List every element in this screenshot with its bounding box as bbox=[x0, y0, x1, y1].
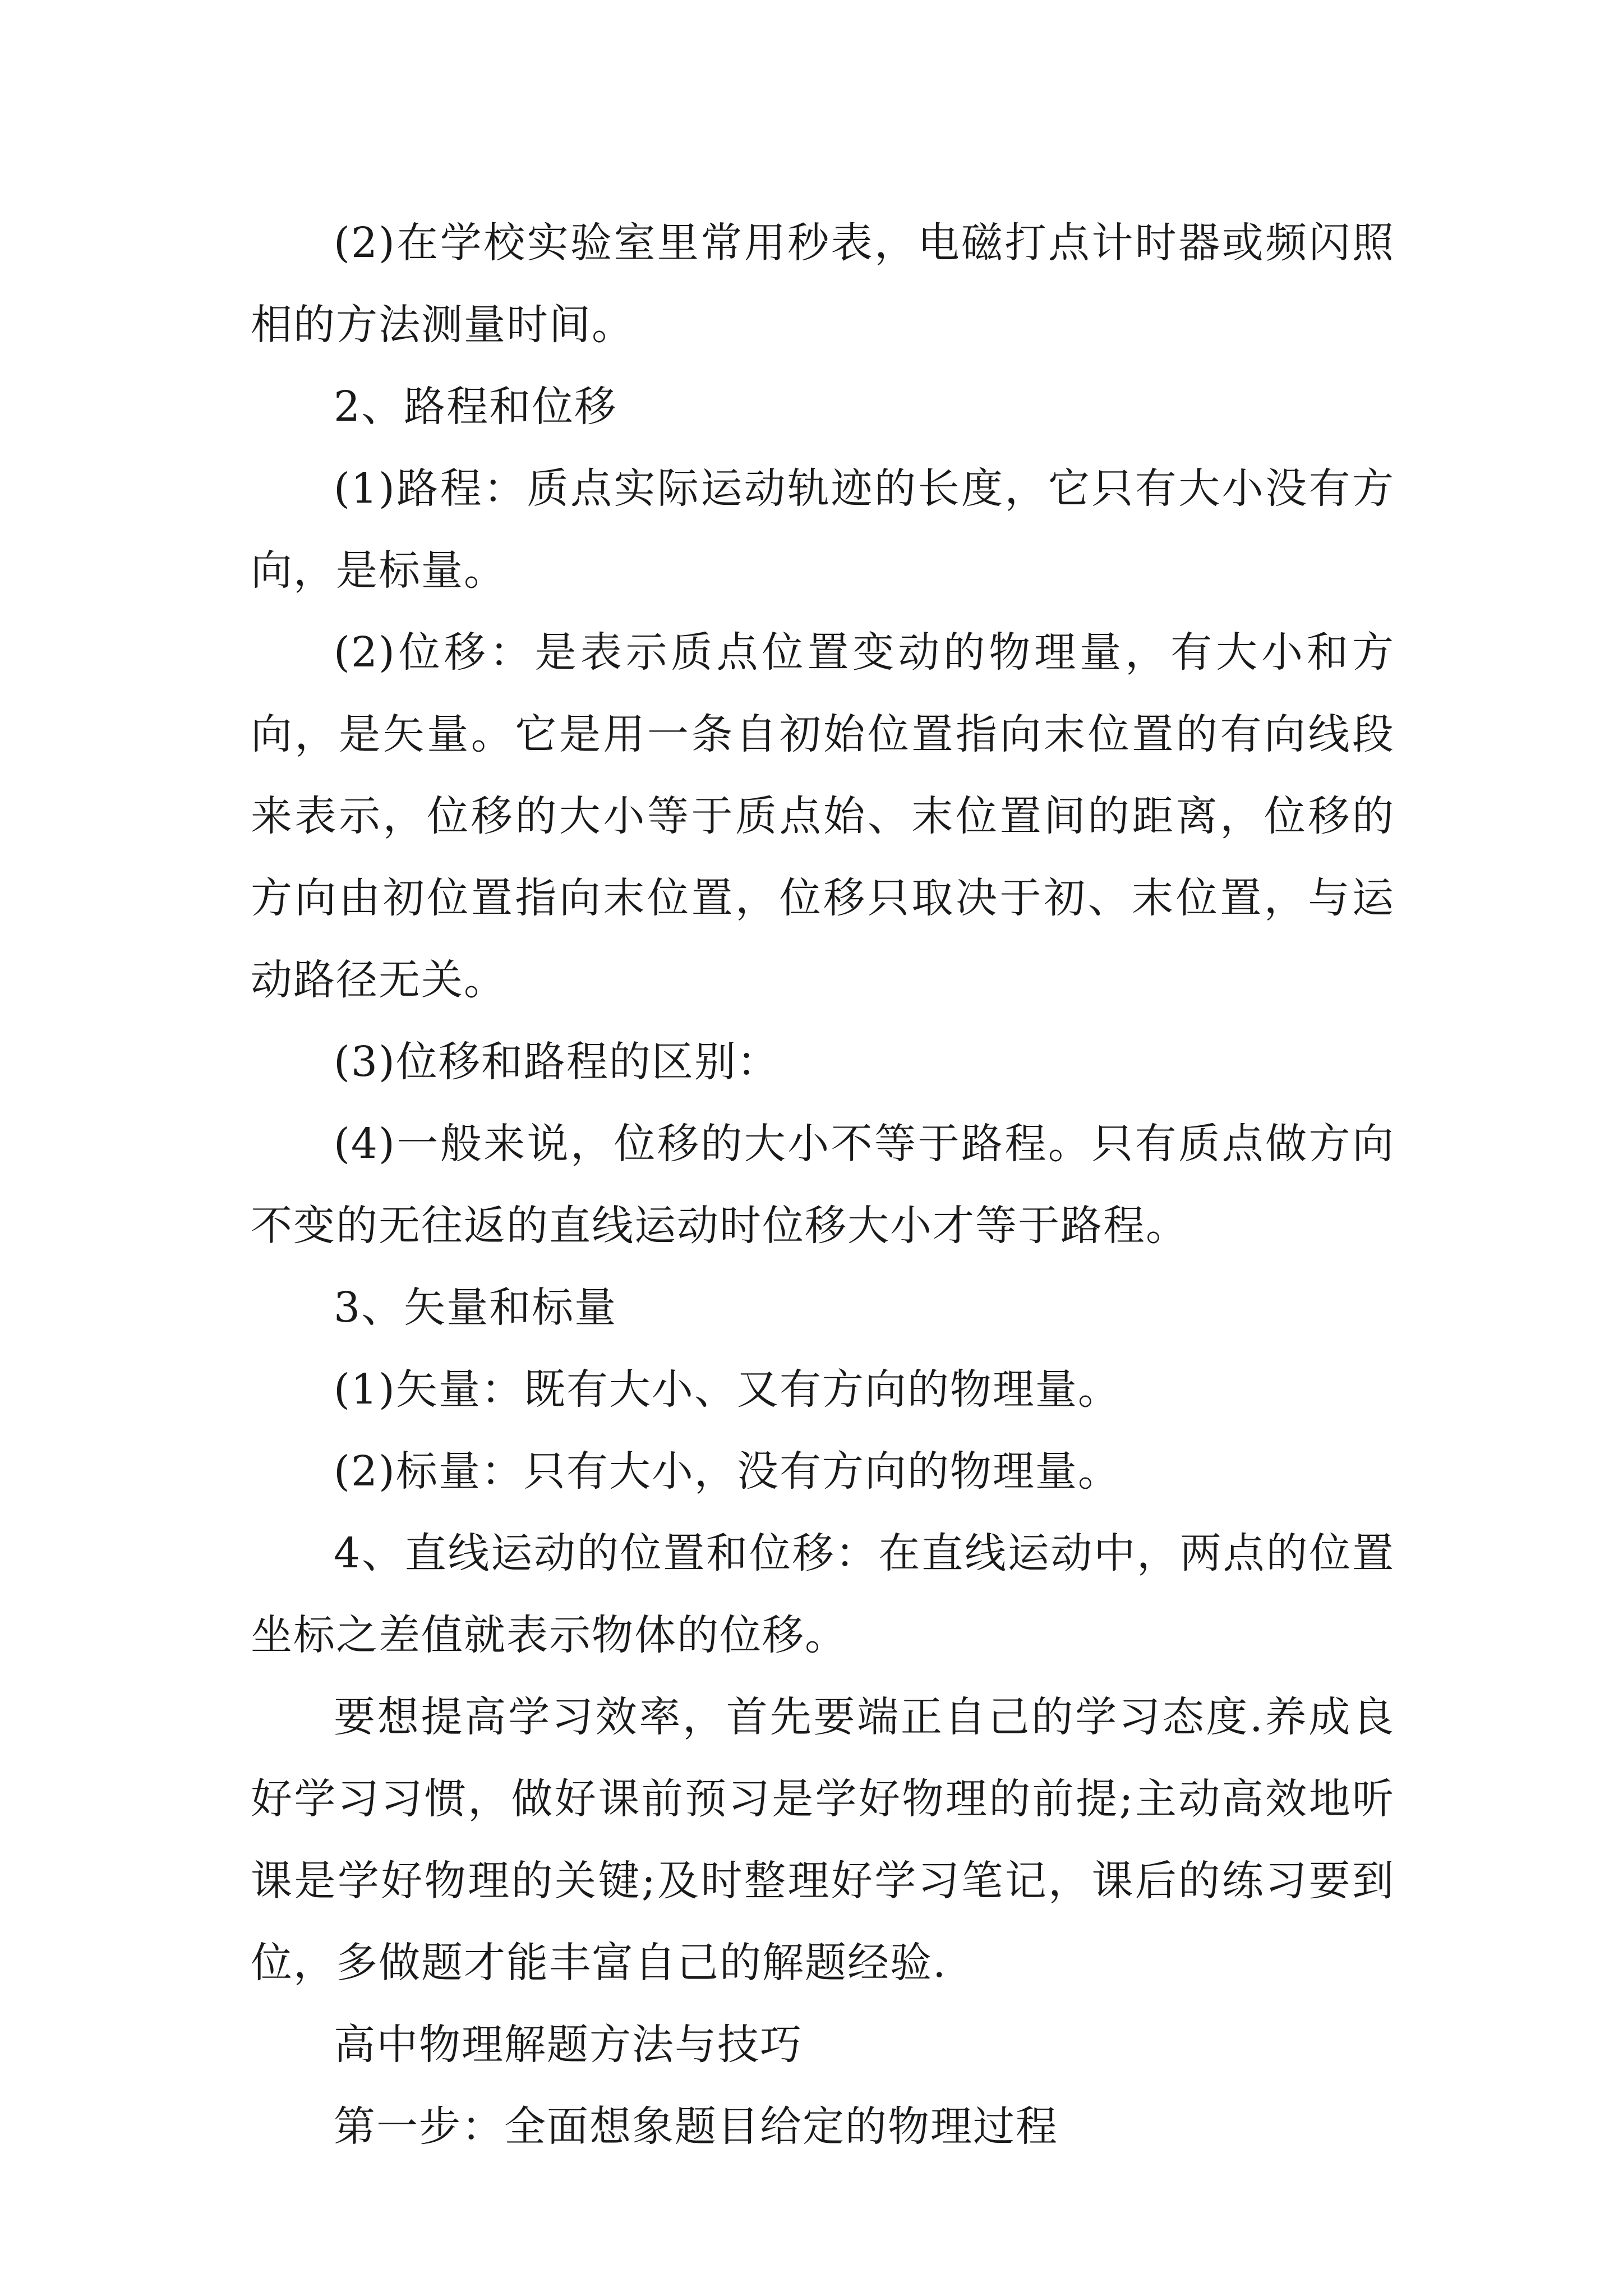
paragraph-study-efficiency: 要想提高学习效率，首先要端正自己的学习态度.养成良好学习习惯，做好课前预习是学好物理的前提;主动高效地听课是学好物理的关键;及时整理好学习笔记，课后的练习要到位，多做题才能丰富自己的解题经验. bbox=[251, 1693, 1395, 1987]
heading-vector-scalar: 3、矢量和标量 bbox=[334, 1283, 617, 1332]
heading-problem-solving: 高中物理解题方法与技巧 bbox=[334, 2021, 803, 2069]
document-body bbox=[251, 202, 1395, 2168]
heading-distance-displacement: 2、路程和位移 bbox=[334, 383, 617, 431]
paragraph-linear-motion: 4、直线运动的位置和位移：在直线运动中，两点的位置坐标之差值就表示物体的位移。 bbox=[251, 1529, 1395, 1659]
paragraph-time-measurement: (2)在学校实验室里常用秒表，电磁打点计时器或频闪照相的方法测量时间。 bbox=[251, 219, 1395, 349]
paragraph-vector-definition: (1)矢量：既有大小、又有方向的物理量。 bbox=[334, 1365, 1121, 1414]
paragraph-difference: (3)位移和路程的区别： bbox=[334, 1038, 780, 1086]
paragraph-distance-definition: (1)路程：质点实际运动轨迹的长度，它只有大小没有方向，是标量。 bbox=[251, 464, 1395, 595]
paragraph-step-one: 第一步：全面想象题目给定的物理过程 bbox=[334, 2102, 1058, 2151]
paragraph-general-case: (4)一般来说，位移的大小不等于路程。只有质点做方向不变的无往返的直线运动时位移大小才等于路程。 bbox=[251, 1120, 1395, 1250]
paragraph-displacement-definition: (2)位移：是表示质点位置变动的物理量，有大小和方向，是矢量。它是用一条自初始位置指向末位置的有向线段来表示，位移的大小等于质点始、末位置间的距离，位移的方向由初位置指向末位置，位移只取决于初、末位置，与运动路径无关。 bbox=[251, 628, 1395, 1004]
paragraph-scalar-definition: (2)标量：只有大小，没有方向的物理量。 bbox=[334, 1447, 1121, 1496]
